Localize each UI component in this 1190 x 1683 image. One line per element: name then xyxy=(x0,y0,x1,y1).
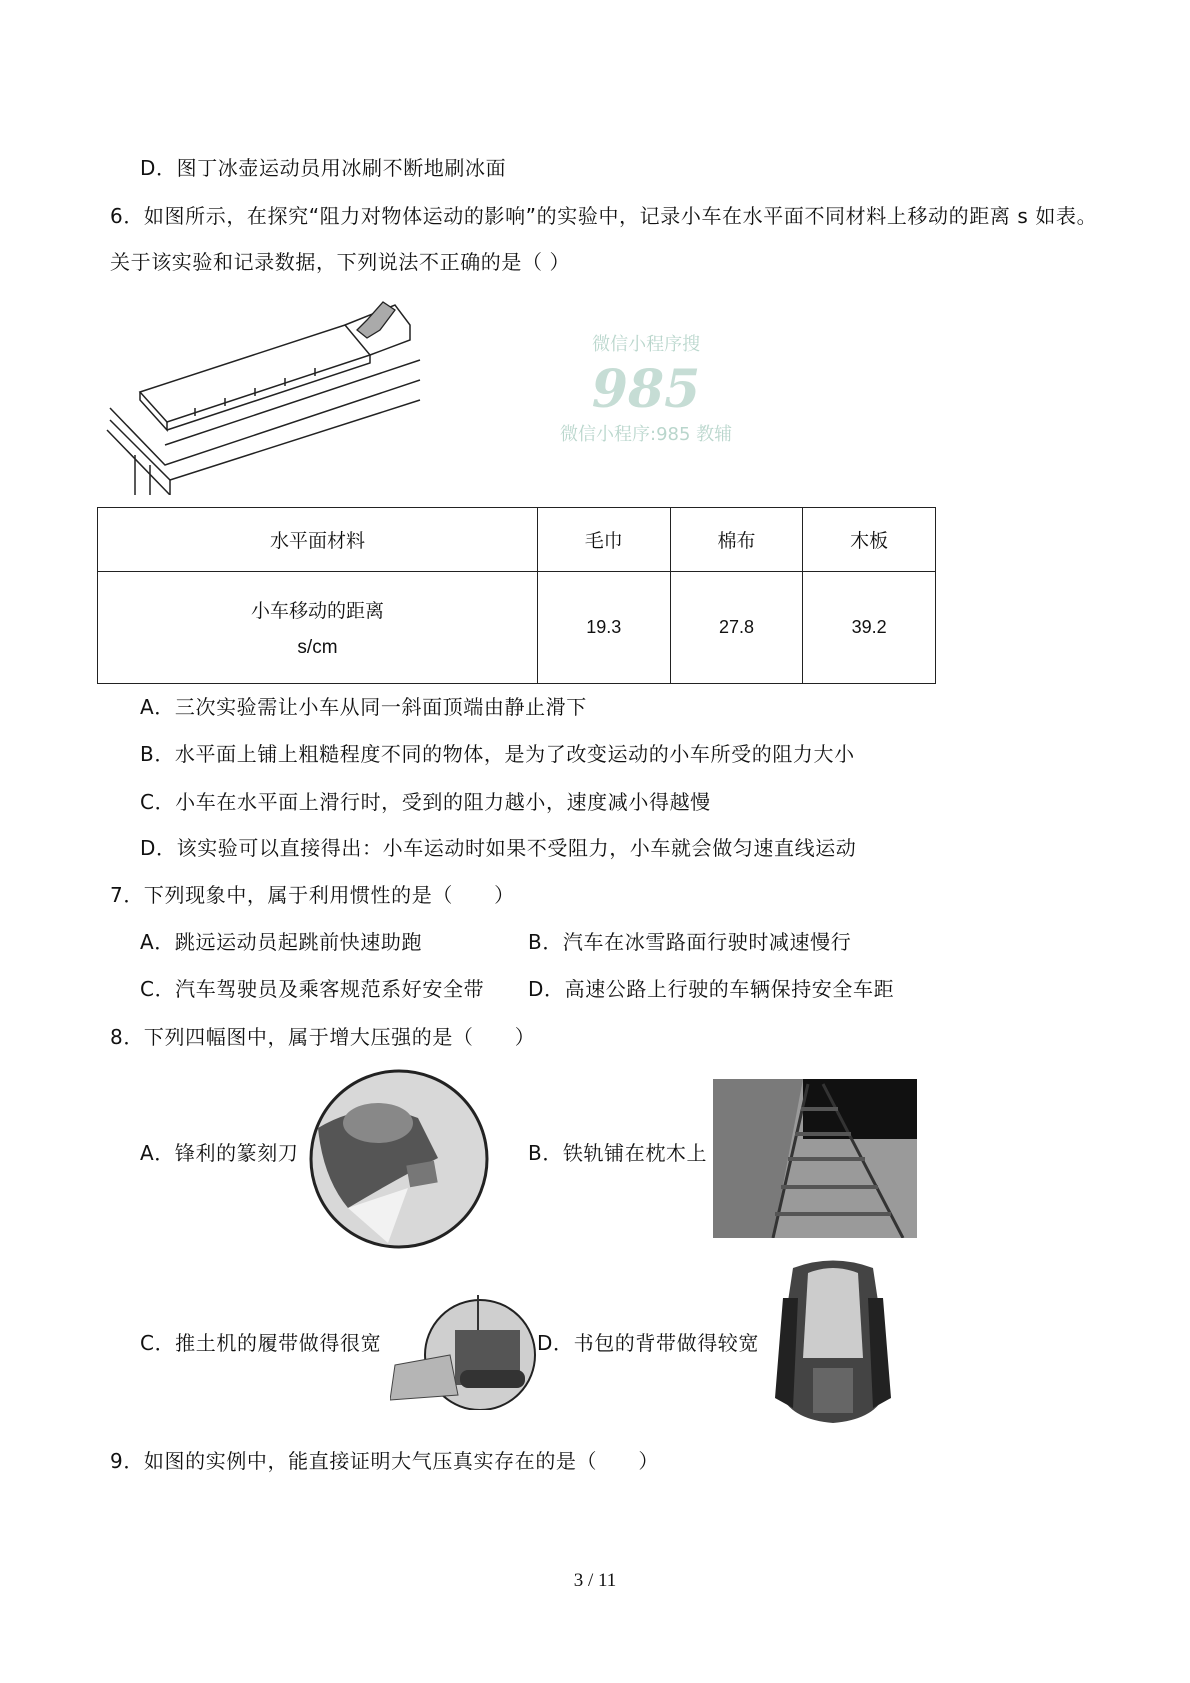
watermark-line1: 微信小程序搜 xyxy=(592,334,701,355)
incline-experiment-figure xyxy=(105,300,425,495)
q6-stem-line2: 关于该实验和记录数据，下列说法不正确的是（ ） xyxy=(110,250,571,274)
q7-option-d: D．高速公路上行驶的车辆保持安全车距 xyxy=(528,977,895,1001)
backpack-image xyxy=(763,1258,903,1426)
table-cell: 19.3 xyxy=(537,572,670,684)
table-header-wood: 木板 xyxy=(803,508,936,572)
q6-option-d: D．该实验可以直接得出：小车运动时如果不受阻力，小车就会做匀速直线运动 xyxy=(140,836,857,860)
row-unit: s/cm xyxy=(297,637,338,658)
q8-option-a: A．锋利的篆刻刀 xyxy=(140,1141,299,1165)
q8-option-c: C．推土机的履带做得很宽 xyxy=(140,1331,382,1355)
watermark xyxy=(560,330,732,450)
carving-knife-image xyxy=(308,1068,490,1250)
watermark-line2: 微信小程序:985 教辅 xyxy=(560,424,733,445)
q8-stem: 8．下列四幅图中，属于增大压强的是（ ） xyxy=(110,1025,536,1049)
experiment-data-table xyxy=(97,507,936,684)
table-header-towel: 毛巾 xyxy=(537,508,670,572)
row-label-text: 小车移动的距离 xyxy=(250,600,384,622)
table-header-material: 水平面材料 xyxy=(98,508,538,572)
q6-option-b: B．水平面上铺上粗糙程度不同的物体，是为了改变运动的小车所受的阻力大小 xyxy=(140,742,855,766)
q7-option-b: B．汽车在冰雪路面行驶时减速慢行 xyxy=(528,930,852,954)
watermark-number: 985 xyxy=(591,359,701,420)
q7-stem: 7．下列现象中，属于利用惯性的是（ ） xyxy=(110,883,515,907)
table-row-label xyxy=(98,572,538,684)
q6-stem-line1: 6．如图所示，在探究“阻力对物体运动的影响”的实验中，记录小车在水平面不同材料上移动的距离 s 如表。 xyxy=(110,204,1098,228)
q9-stem: 9．如图的实例中，能直接证明大气压真实存在的是（ ） xyxy=(110,1449,659,1473)
railway-tracks-image xyxy=(713,1079,917,1238)
page-number: 3 / 11 xyxy=(573,1570,617,1591)
table-cell: 39.2 xyxy=(803,572,936,684)
q8-option-b: B．铁轨铺在枕木上 xyxy=(528,1141,708,1165)
q6-option-c: C．小车在水平面上滑行时，受到的阻力越小，速度减小得越慢 xyxy=(140,790,711,814)
table-cell: 27.8 xyxy=(670,572,803,684)
q8-option-d: D．书包的背带做得较宽 xyxy=(537,1331,760,1355)
bulldozer-image xyxy=(390,1285,540,1410)
q7-option-a: A．跳远运动员起跳前快速助跑 xyxy=(140,930,423,954)
q6-option-a: A．三次实验需让小车从同一斜面顶端由静止滑下 xyxy=(140,695,587,719)
prev-question-option-d: D．图丁冰壶运动员用冰刷不断地刷冰面 xyxy=(140,156,507,180)
table-header-cotton: 棉布 xyxy=(670,508,803,572)
q7-option-c: C．汽车驾驶员及乘客规范系好安全带 xyxy=(140,977,485,1001)
